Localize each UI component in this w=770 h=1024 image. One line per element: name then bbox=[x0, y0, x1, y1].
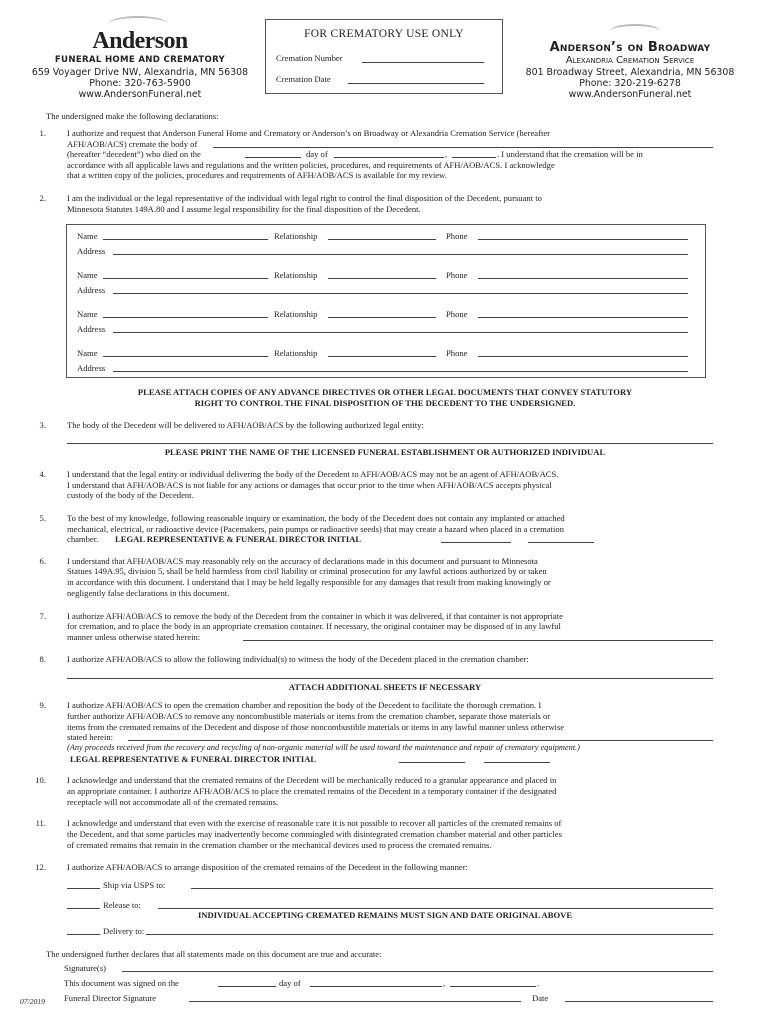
item-12-number: 12. bbox=[35, 862, 46, 872]
item-3-text: The body of the Decedent will be delivered to AFH/AOB/ACS by the following authorized legal entity: bbox=[67, 420, 424, 430]
death-month-field[interactable] bbox=[334, 157, 444, 158]
fd-date-field[interactable] bbox=[565, 1001, 713, 1002]
rep-name-label: Name bbox=[77, 309, 98, 319]
release-to-field[interactable] bbox=[158, 908, 713, 909]
item-2-line-a: I am the individual or the legal representative of the individual with legal right to control the final disposition of the Decedent, pursuant to bbox=[67, 193, 542, 203]
item-1-line-c-end: . I understand that the cremation will be in bbox=[497, 149, 643, 159]
attach-directives-notice-1: PLEASE ATTACH COPIES OF ANY ADVANCE DIRECTIVES OR OTHER LEGAL DOCUMENTS THAT CONVEY STATUTORY bbox=[137, 387, 633, 397]
rep-phone-field[interactable] bbox=[478, 239, 688, 240]
fd-date-label: Date bbox=[532, 993, 549, 1003]
rep-relationship-field[interactable] bbox=[328, 278, 436, 279]
item-7-line-a: I authorize AFH/AOB/ACS to remove the body of the Decedent from the container in which it was delivered, if that container is not appropriate bbox=[67, 611, 563, 621]
delivery-label: Delivery to: bbox=[103, 926, 145, 936]
form-revision-date: 07/2019 bbox=[20, 997, 45, 1006]
item-5-line-a: To the best of my knowledge, following reasonable inquiry or examination, the body of the Decedent does not contain any implanted or attached bbox=[67, 513, 565, 523]
item-4-line-b: I understand that AFH/AOB/ACS is not liable for any actions or damages that occur prior to the time when AFH/AOB/ACS accepts physical bbox=[67, 480, 552, 490]
item-5-initial-field-2[interactable] bbox=[528, 542, 594, 543]
item-6-number: 6. bbox=[39, 556, 46, 566]
signature-label: Signature(s) bbox=[64, 963, 107, 973]
item-5-line-b: mechanical, electrical, or radioactive device (Pacemakers, pain pumps or radioactive seeds) that may create a hazard when placed in a cremation bbox=[67, 524, 564, 534]
noncombustible-instructions-field[interactable] bbox=[128, 740, 713, 741]
rep-address-field[interactable] bbox=[113, 371, 688, 372]
rep-address-field[interactable] bbox=[113, 332, 688, 333]
item-9-initial-field-2[interactable] bbox=[484, 762, 550, 763]
item-8-text: I authorize AFH/AOB/ACS to allow the following individual(s) to witness the body of the Decedent placed in the cremation chamber: bbox=[67, 654, 529, 664]
rep-address-label: Address bbox=[77, 363, 106, 373]
rep-relationship-field[interactable] bbox=[328, 317, 436, 318]
delivering-entity-field[interactable] bbox=[67, 443, 713, 444]
signed-comma: , bbox=[443, 978, 446, 988]
rep-phone-label: Phone bbox=[446, 348, 468, 358]
cremation-date-field[interactable] bbox=[348, 83, 484, 84]
right-website: www.AndersonFuneral.net bbox=[568, 89, 692, 100]
item-5-line-c: chamber. bbox=[67, 534, 99, 544]
print-name-label: PLEASE PRINT THE NAME OF THE LICENSED FUNERAL ESTABLISHMENT OR AUTHORIZED INDIVIDUAL bbox=[164, 447, 606, 457]
ship-check-field[interactable] bbox=[67, 888, 100, 889]
item-1-line-e: that a written copy of the policies, procedures and requirements of AFH/AOB/ACS is available for my review. bbox=[67, 170, 447, 180]
intro-text: The undersigned make the following declarations: bbox=[46, 111, 219, 121]
legal-representatives-box bbox=[66, 224, 706, 378]
signed-day-field[interactable] bbox=[218, 986, 276, 987]
further-declaration: The undersigned further declares that all statements made on this document are true and accurate: bbox=[46, 949, 382, 959]
right-company-name: Alexandria Cremation Service bbox=[565, 55, 695, 66]
individual-sign-notice: INDIVIDUAL ACCEPTING CREMATED REMAINS MUST SIGN AND DATE ORIGINAL ABOVE bbox=[197, 910, 573, 920]
rep-phone-field[interactable] bbox=[478, 356, 688, 357]
right-phone: Phone: 320-219-6278 bbox=[579, 78, 681, 89]
signed-period: . bbox=[537, 978, 540, 988]
item-1-line-b: AFH/AOB/ACS) cremate the body of bbox=[67, 139, 198, 149]
rep-address-label: Address bbox=[77, 246, 106, 256]
rep-relationship-label: Relationship bbox=[274, 270, 318, 280]
cremation-date-label: Cremation Date bbox=[276, 74, 331, 84]
rep-phone-label: Phone bbox=[446, 231, 468, 241]
item-10-line-c: receptacle will not accommodate all of the cremated remains. bbox=[67, 797, 279, 807]
item-4-line-a: I understand that the legal entity or individual delivering the body of the Decedent to AFH/AOB/ACS may not be an agent of AFH/AOB/ACS. bbox=[67, 469, 559, 479]
item-10-line-a: I acknowledge and understand that the cremated remains of the Decedent will be mechanically reduced to a granular appearance and placed in bbox=[67, 775, 557, 785]
item-9-number: 9. bbox=[39, 700, 46, 710]
signed-month-field[interactable] bbox=[310, 986, 442, 987]
item-11-line-b: the Decedent, and that some particles may inadvertently become commingled with disintegrated cremation chamber material and other particles bbox=[67, 829, 562, 839]
witness-names-field[interactable] bbox=[67, 678, 713, 679]
anderson-logo bbox=[56, 16, 224, 54]
death-day-field[interactable] bbox=[245, 157, 301, 158]
rep-relationship-label: Relationship bbox=[274, 309, 318, 319]
item-5-initial-field-1[interactable] bbox=[441, 542, 511, 543]
rep-name-label: Name bbox=[77, 348, 98, 358]
item-6-line-d: negligently false declarations in this document. bbox=[67, 588, 230, 598]
item-1-line-c: (hereafter “decedent”) who died on the bbox=[67, 149, 201, 159]
left-website: www.AndersonFuneral.net bbox=[78, 89, 202, 100]
crematory-use-box bbox=[265, 19, 503, 94]
death-year-field[interactable] bbox=[452, 157, 496, 158]
item-7-line-c: manner unless otherwise stated herein: bbox=[67, 632, 201, 642]
broadway-logo-text: Anderson’s on Broadway bbox=[549, 40, 711, 55]
item-2-number: 2. bbox=[39, 193, 46, 203]
rep-name-field[interactable] bbox=[103, 317, 268, 318]
item-9-line-b: further authorize AFH/AOB/ACS to remove any noncombustible materials or items from the cremation chamber, separate those materials or bbox=[67, 711, 551, 721]
rep-name-label: Name bbox=[77, 231, 98, 241]
item-2-line-b: Minnesota Statutes 149A.80 and I assume legal responsibility for the final disposition of the Decedent. bbox=[67, 204, 421, 214]
item-11-number: 11. bbox=[35, 818, 46, 828]
delivery-check-field[interactable] bbox=[67, 934, 100, 935]
fd-signature-label: Funeral Director Signature bbox=[64, 993, 157, 1003]
left-phone: Phone: 320-763-5900 bbox=[89, 78, 191, 89]
rep-address-label: Address bbox=[77, 324, 106, 334]
container-instructions-field[interactable] bbox=[243, 640, 713, 641]
rep-address-field[interactable] bbox=[113, 293, 688, 294]
item-9-note: (Any proceeds received from the recovery and recycling of non-organic material will be used toward the maintenance and repair of crematory equipment.) bbox=[67, 743, 580, 752]
cremation-number-field[interactable] bbox=[362, 62, 484, 63]
release-label: Release to: bbox=[103, 900, 141, 910]
rep-phone-label: Phone bbox=[446, 309, 468, 319]
item-9-line-a: I authorize AFH/AOB/ACS to open the cremation chamber and reposition the body of the Decedent to facilitate the thorough cremation. I bbox=[67, 700, 542, 710]
item-9-initial-label: LEGAL REPRESENTATIVE & FUNERAL DIRECTOR INITIAL bbox=[70, 754, 317, 764]
item-5-number: 5. bbox=[39, 513, 46, 523]
signed-on-label: This document was signed on the bbox=[64, 978, 179, 988]
signed-year-field[interactable] bbox=[450, 986, 536, 987]
rep-name-field[interactable] bbox=[103, 278, 268, 279]
signed-day-of: day of bbox=[279, 978, 301, 988]
rep-address-label: Address bbox=[77, 285, 106, 295]
rep-name-field[interactable] bbox=[103, 239, 268, 240]
item-6-line-c: in accordance with this document. I understand that I may be held legally responsible for any damages that result from making knowingly or bbox=[67, 577, 551, 587]
rep-relationship-label: Relationship bbox=[274, 231, 318, 241]
left-company-name: FUNERAL HOME AND CREMATORY bbox=[54, 55, 226, 65]
item-12-text: I authorize AFH/AOB/ACS to arrange disposition of the cremated remains of the Decedent in the following manner: bbox=[67, 862, 468, 872]
item-4-number: 4. bbox=[39, 469, 46, 479]
item-4-line-c: custody of the body of the Decedent. bbox=[67, 490, 194, 500]
item-1-day-of: day of bbox=[306, 149, 328, 159]
cremation-number-label: Cremation Number bbox=[276, 53, 343, 63]
crematory-use-title: FOR CREMATORY USE ONLY bbox=[304, 28, 464, 40]
item-9-line-c: items from the cremated remains of the Decedent and dispose of those noncombustible materials or items in any lawful manner unless otherwise bbox=[67, 722, 565, 732]
delivery-to-field[interactable] bbox=[146, 934, 713, 935]
rep-relationship-field[interactable] bbox=[328, 356, 436, 357]
ship-address-field[interactable] bbox=[191, 888, 713, 889]
item-8-number: 8. bbox=[39, 654, 46, 664]
rep-name-field[interactable] bbox=[103, 356, 268, 357]
signature-field[interactable] bbox=[122, 971, 713, 972]
attach-directives-notice-2: RIGHT TO CONTROL THE FINAL DISPOSITION OF THE DECEDENT TO THE UNDERSIGNED. bbox=[194, 398, 576, 408]
left-address: 659 Voyager Drive NW, Alexandria, MN 56308 bbox=[31, 67, 249, 78]
item-5-initial-label: LEGAL REPRESENTATIVE & FUNERAL DIRECTOR INITIAL bbox=[115, 534, 362, 544]
item-1-line-a: I authorize and request that Anderson Funeral Home and Crematory or Anderson’s on Broadway or Alexandria Cremation Service (hereafter bbox=[67, 128, 551, 138]
item-10-line-b: an appropriate container. I authorize AFH/AOB/ACS to place the cremated remains of the Decedent in a temporary container if the designated bbox=[67, 786, 557, 796]
ship-label: Ship via USPS to: bbox=[103, 880, 166, 890]
item-6-line-b: Statues 149A.95, division 5, shall be held harmless from civil liability or criminal prosecution for any lawful actions authorized by or taken bbox=[67, 566, 547, 576]
rep-phone-field[interactable] bbox=[478, 317, 688, 318]
right-address: 801 Broadway Street, Alexandria, MN 56308 bbox=[525, 67, 735, 78]
rep-address-field[interactable] bbox=[113, 254, 688, 255]
rep-name-label: Name bbox=[77, 270, 98, 280]
item-11-line-c: of cremated remains that remain in the cremation chamber or the mechanical devices used to process the cremated remains. bbox=[67, 840, 492, 850]
item-1-comma: , bbox=[445, 149, 448, 159]
decedent-name-field[interactable] bbox=[213, 147, 713, 148]
fd-signature-field[interactable] bbox=[189, 1001, 521, 1002]
item-7-number: 7. bbox=[39, 611, 46, 621]
rep-relationship-label: Relationship bbox=[274, 348, 318, 358]
item-1-line-d: accordance with all applicable laws and regulations and the written policies, procedures, and requirements of AFH/AOB/ACS. I acknowledge bbox=[67, 160, 555, 170]
item-3-number: 3. bbox=[39, 420, 46, 430]
item-6-line-a: I understand that AFH/AOB/ACS may reasonably rely on the accuracy of declarations made in this document and pursuant to Minnesota bbox=[67, 556, 538, 566]
item-9-initial-field-1[interactable] bbox=[399, 762, 465, 763]
rep-relationship-field[interactable] bbox=[328, 239, 436, 240]
item-7-line-b: for cremation, and to place the body in an appropriate cremation container. If necessary, the original container may be disposed of in any lawful bbox=[67, 621, 561, 631]
rep-phone-label: Phone bbox=[446, 270, 468, 280]
attach-sheets-notice: ATTACH ADDITIONAL SHEETS IF NECESSARY bbox=[288, 682, 482, 692]
rep-phone-field[interactable] bbox=[478, 278, 688, 279]
item-9-line-d: stated herein: bbox=[67, 732, 114, 742]
broadway-logo bbox=[510, 22, 750, 58]
anderson-logo-text: Anderson bbox=[92, 28, 188, 54]
release-check-field[interactable] bbox=[67, 908, 100, 909]
item-11-line-a: I acknowledge and understand that even with the exercise of reasonable care it is not possible to recover all particles of the cremated remains of bbox=[67, 818, 562, 828]
item-1-number: 1. bbox=[39, 128, 46, 138]
item-10-number: 10. bbox=[35, 775, 46, 785]
